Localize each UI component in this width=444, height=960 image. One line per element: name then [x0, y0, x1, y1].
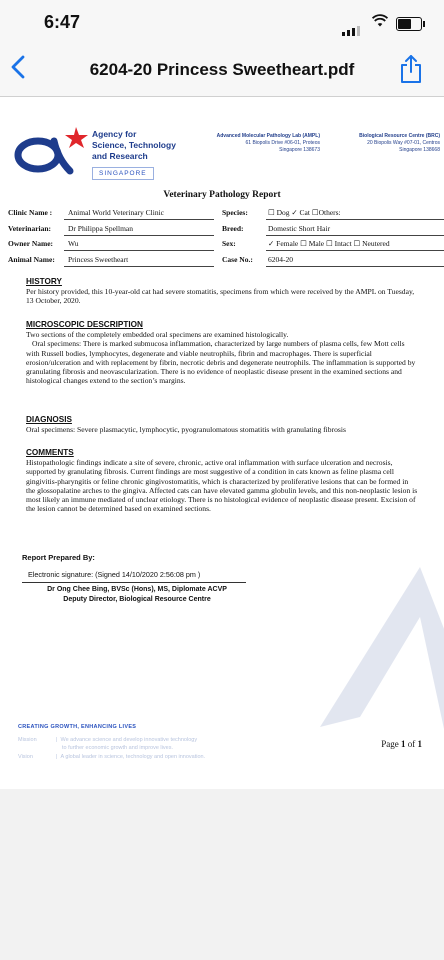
signer-block — [22, 585, 252, 605]
cellular-signal-icon — [342, 18, 362, 36]
vet-label: Veterinarian: — [8, 223, 52, 233]
status-time: 6:47 — [44, 12, 81, 32]
species-value: ☐ Dog ✓ Cat ☐Others: — [266, 208, 444, 220]
microscopic-text-1: Two sections of the completely embedded oral specimens are examined histologically. — [26, 330, 289, 340]
ampl-address: Advanced Molecular Pathology Lab (AMPL) 61 Biopolis Drive #06-01, Proteos Singapore 138673 — [216, 133, 320, 153]
brc-address: Biological Resource Centre (BRC) 20 Biopolis Way #07-01, Centros Singapore 138668 — [359, 133, 440, 153]
viewer-background — [0, 789, 444, 960]
species-label: Species: — [222, 208, 248, 217]
history-heading: HISTORY — [26, 277, 62, 286]
diagnosis-heading: DIAGNOSIS — [26, 415, 72, 424]
microscopic-section — [26, 320, 418, 385]
animal-label: Animal Name: — [8, 254, 55, 264]
battery-icon — [396, 17, 422, 31]
back-chevron-icon[interactable] — [10, 54, 26, 86]
sex-label: Sex: — [222, 239, 236, 248]
clinic-label: Clinic Name : — [8, 208, 53, 217]
owner-value: Wu — [64, 239, 214, 251]
report-title: Veterinary Pathology Report — [163, 190, 281, 200]
breed-value: Domestic Short Hair — [266, 224, 444, 236]
history-text: Per history provided, this 10-year-old cat had severe stomatitis, specimens from which were received by the AMPL on Tuesday, 13 October, 2020. — [26, 287, 415, 306]
clinic-value: Animal World Veterinary Clinic — [64, 208, 214, 220]
diagnosis-section — [26, 415, 418, 434]
case-label: Case No.: — [222, 254, 253, 264]
pdf-page[interactable] — [0, 97, 444, 789]
footer-tagline: CREATING GROWTH, ENHANCING LIVES — [18, 724, 137, 730]
animal-value: Princess Sweetheart — [64, 255, 214, 267]
document-title: 6204-20 Princess Sweetheart.pdf — [89, 60, 355, 79]
electronic-signature: Electronic signature: (Signed 14/10/2020 2:56:08 pm ) — [22, 570, 246, 583]
microscopic-text-2: Oral specimens: There is marked submucosa inflammation, characterized by large numbers of plasma cells, few Mott cells with Russell bodies, lymphocytes, degenerate and viable neutrophils, fibrin and macrophages. There is superficial erosion/ulceration and with replacement by fibrin, necrotic debris and degenerate neutrophils. The inflammation is supported by granulating fibrosis and neovascularization. There is no evidence of neoplastic disease present in the examined sections and histological changes extend to the section’s margins. — [26, 339, 416, 386]
singapore-badge: SINGAPORE — [92, 167, 154, 180]
page-number: Page 1 of 1 — [381, 739, 422, 749]
mission-statement-cont: to further economic growth and improve lives. — [62, 745, 173, 751]
diagnosis-text: Oral specimens: Severe plasmacytic, lymphocytic, pyogranulomatous stomatitis with granulating fibrosis — [26, 425, 346, 435]
history-section — [26, 277, 418, 306]
owner-label: Owner Name: — [8, 239, 54, 248]
signer-name: Dr Ong Chee Bing, BVSc (Hons), MS, Diplomate ACVP — [47, 586, 227, 593]
vision-statement: Vision | A global leader in science, technology and open innovation. — [18, 754, 206, 760]
astar-logo — [14, 125, 92, 180]
wifi-icon — [372, 14, 388, 33]
patient-info-table — [8, 205, 444, 267]
mission-statement: Mission | We advance science and develop innovative technology — [18, 737, 198, 743]
status-bar — [0, 0, 444, 44]
microscopic-heading: MICROSCOPIC DESCRIPTION — [26, 320, 143, 329]
signer-title: Deputy Director, Biological Resource Centre — [63, 596, 211, 603]
sex-value: ✓ Female ☐ Male ☐ Intact ☐ Neutered — [266, 239, 444, 251]
comments-section — [26, 448, 418, 513]
breed-label: Breed: — [222, 223, 244, 233]
share-icon[interactable] — [398, 54, 424, 84]
agency-name: Agency for Science, Technology and Research — [92, 129, 176, 161]
star-watermark-icon — [300, 557, 444, 777]
prepared-by-label: Report Prepared By: — [22, 553, 95, 562]
comments-text: Histopathologic findings indicate a site of severe, chronic, active oral inflammation with surface ulceration and necrosis, supported by granulating fibrosis. Current findings are most suggestive of a condition in cats known as feline plasma cell gingivitis-pharyngitis or feline chronic gingivostomatitis, which is characterized by proliferative lesions that can be formed in the glossopalatine arches to the gingiva. Affected cats can have elevated gamma globulin levels, and this non-neoplastic lesion is most likely an immune mediated of unclear etiology. There is no histological evidence of neoplastic disease present. Excision of the lesion cannot be determined based on examined sections. — [26, 458, 418, 514]
case-value: 6204-20 — [266, 255, 444, 267]
navigation-bar — [0, 44, 444, 97]
comments-heading: COMMENTS — [26, 448, 74, 457]
vet-value: Dr Philippa Spellman — [64, 224, 214, 236]
